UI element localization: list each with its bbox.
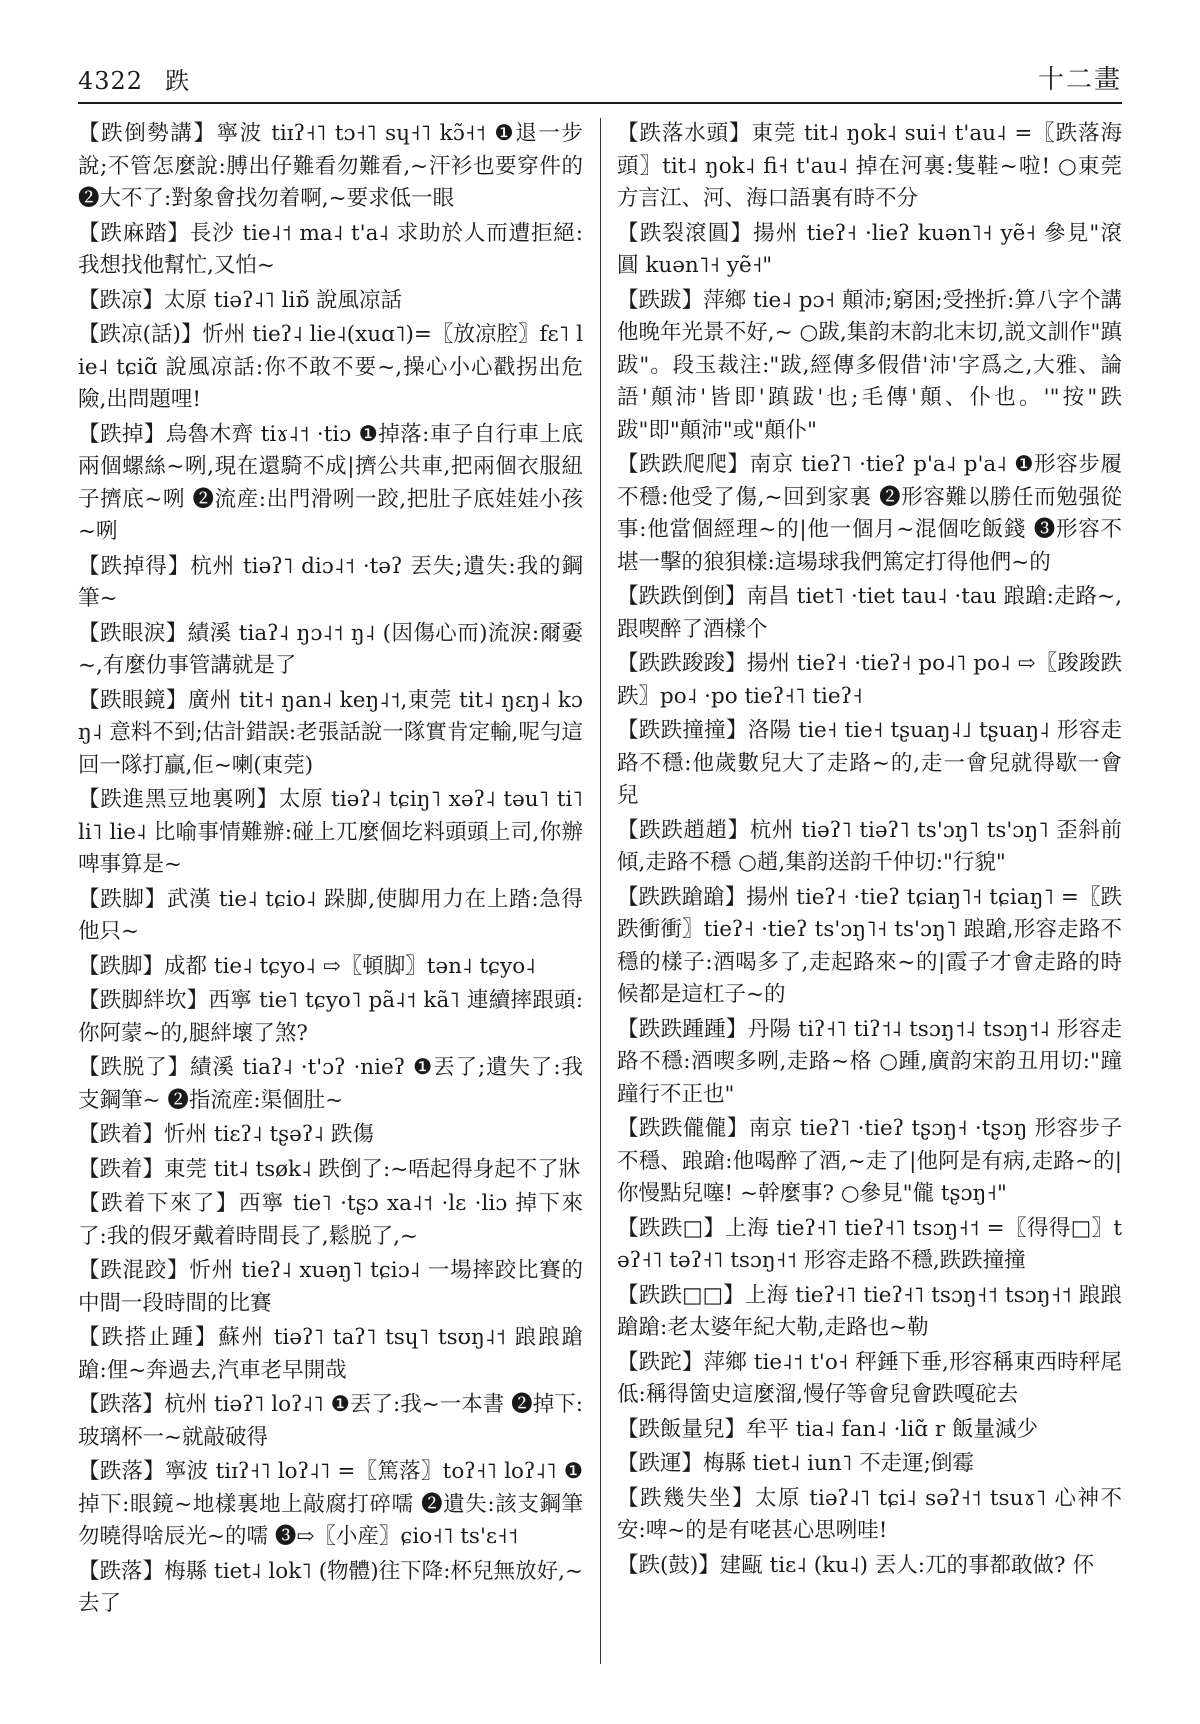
entry-headword: 【跌幾失坐】: [617, 1485, 755, 1511]
entry-definition: 牟平 tia˨ fan˨ ·liɑ̃ r 飯量減少: [746, 1416, 1038, 1442]
entry-definition: 績溪 tiaʔ˨ ŋɔ˨˦ ŋ˨ (因傷心而)流淚:爾嫑~,有麼仂事管講就是了: [78, 620, 583, 678]
entry-headword: 【跌脚絆坎】: [78, 988, 209, 1013]
entry-headword: 【跌(鼓)】: [617, 1552, 720, 1578]
entry-definition: 廣州 tit˧ ŋan˨ keŋ˨˦,東莞 tit˨ ŋɛŋ˨ kɔŋ˨ 意料不到;估計錯誤:老張話說一隊實肯定輸,呢勻這回一隊打贏,佢~喇(東莞): [78, 687, 583, 778]
dictionary-entry: [617, 1483, 1122, 1548]
entry-headword: 【跌着】: [78, 1122, 165, 1147]
entry-headword: 【跌脚】: [78, 886, 167, 912]
dictionary-entry: [78, 784, 583, 882]
dictionary-entry: [617, 285, 1122, 448]
head-character: 跌: [165, 67, 191, 95]
dictionary-entry: [617, 118, 1122, 216]
entry-definition: 忻州 tieʔ˨ lie˨(xuɑ˥)=〖放凉腔〗fɛ˥ lie˨ tɕiɑ̃ 說風凉話:你不敢不要~,操心小心戳拐出危險,出問題哩!: [78, 322, 583, 412]
entry-definition: 太原 tiəʔ˨˥ tɕi˨ səʔ˧˦ tsuɤ˥ 心神不安:啤~的是有咾甚心思咧哇!: [617, 1485, 1122, 1543]
entry-definition: 西寧 tie˥ ·tʂɔ xa˨˦ ·lɛ ·liɔ 掉下來了:我的假牙戴着時間長了,鬆脱了,~: [78, 1191, 583, 1249]
entry-headword: 【跌跎】: [617, 1349, 704, 1375]
entry-definition: 建甌 tiɛ˨ (ku˨) 丟人:兀的事都敢做? 伓: [719, 1552, 1094, 1578]
dictionary-entry: [617, 1550, 1122, 1583]
dictionary-entry: [78, 1456, 583, 1554]
entry-headword: 【跌落】: [78, 1558, 165, 1584]
entry-definition: 武漢 tie˨ tɕio˨ 跺脚,使脚用力在上踏:急得他只~: [78, 886, 583, 944]
entry-headword: 【跌掉得】: [78, 553, 191, 579]
entry-headword: 【跌麻踏】: [78, 220, 190, 246]
entry-definition: 成都 tie˨ tɕyo˨ ⇨〖頓脚〗tən˨ tɕyo˨: [164, 953, 536, 979]
entry-definition: 寧波 tiɪʔ˧˥ loʔ˨˥ =〖篤落〗toʔ˧˥ loʔ˨˥ ❶掉下:眼鏡~地樣裏地上敲腐打碎嚅 ❷遺失:該支鋼筆勿曉得啥辰光~的嚅 ❸⇨〖小産〗ɕio˧˥ ts'ɛ˧˦: [78, 1459, 583, 1549]
entry-headword: 【跌跌踆踆】: [617, 651, 747, 676]
dictionary-entry: [78, 1052, 583, 1117]
entry-definition: 太原 tiəʔ˨ tɕiŋ˥ xəʔ˨ təu˥ ti˥ li˥ lie˨ 比喻事情難辦:碰上兀麼個圪料頭頭上司,你辦啤事算是~: [78, 787, 583, 877]
dictionary-entry: [78, 1255, 583, 1320]
entry-headword: 【跌裂滾圓】: [617, 220, 754, 246]
column-divider: [600, 118, 601, 1664]
dictionary-entry: [617, 715, 1122, 813]
entry-headword: 【跌跌□】: [617, 1215, 726, 1241]
entry-definition: 東莞 tit˨ ŋok˨ sui˧ t'au˨ =〖跌落海頭〗tit˨ ŋok˨ fi˧ t'au˨ 掉在河裏:隻鞋~啦! ○東莞方言江、河、海口語裏有時不分: [617, 121, 1122, 211]
right-column: [617, 118, 1122, 1664]
entry-headword: 【跌飯量兒】: [617, 1416, 747, 1442]
entry-definition: 揚州 tieʔ˧ ·lieʔ kuən˥˧ yẽ˧ 參見"滾圓 kuən˥˧ yẽ˧": [617, 220, 1122, 278]
dictionary-entry: [78, 884, 583, 949]
entry-definition: 忻州 tieʔ˨ xuəŋ˥ tɕiɔ˨ 一場摔跤比賽的中間一段時間的比賽: [78, 1258, 583, 1316]
dictionary-entry: [617, 1213, 1122, 1278]
entry-headword: 【跌凉】: [78, 287, 165, 313]
entry-headword: 【跌跌撞撞】: [617, 718, 748, 743]
entry-headword: 【跌眼淚】: [78, 620, 188, 646]
entry-definition: 揚州 tieʔ˧ ·tieʔ tɕiaŋ˥˧ tɕiaŋ˥ =〖跌跌衝衝〗tieʔ˧ ·tieʔ ts'ɔŋ˥˧ ts'ɔŋ˥ 踉蹌,形容走路不穩的樣子:酒喝多了,走起路來~的|霞子才會走路的時候都是這杠子~的: [617, 884, 1122, 1007]
entry-definition: 蘇州 tiəʔ˥ taʔ˥ tsɥ˥ tsʊŋ˨˦ 踉踉蹌蹌:俚~奔過去,汽車老早開哉: [78, 1325, 583, 1383]
dictionary-entry: [78, 1556, 583, 1621]
entry-definition: 南昌 tiet˥ ·tiet tau˨ ·tau 踉蹌:走路~,跟喫醉了酒樣个: [617, 584, 1122, 642]
entry-headword: 【跌眼鏡】: [78, 687, 188, 713]
entry-definition: 西寧 tie˥ tɕyo˥ pã˨˦ kã˥ 連續摔跟頭:你阿蒙~的,腿絆壞了煞?: [78, 988, 583, 1046]
dictionary-entry: [617, 1448, 1122, 1481]
entry-definition: 太原 tiəʔ˨˥ liɒ̃ 說風凉話: [164, 287, 403, 313]
entry-headword: 【跌凉(話)】: [78, 322, 203, 347]
dictionary-entry: [78, 1322, 583, 1387]
entry-headword: 【跌跌□□】: [617, 1282, 745, 1308]
dictionary-entry: [617, 449, 1122, 579]
entry-headword: 【跌脱了】: [78, 1055, 191, 1080]
page-number: 4322: [78, 67, 144, 95]
dictionary-entry: [78, 685, 583, 783]
dictionary-entry: [78, 1119, 583, 1152]
entry-definition: 績溪 tiaʔ˨ ·t'ɔʔ ·nieʔ ❶丟了;遺失了:我支鋼筆~ ❷指流産:渠個肚~: [78, 1055, 583, 1113]
entry-definition: 長沙 tie˨˦ ma˨ t'a˨ 求助於人而遭拒絕:我想找他幫忙,又怕~: [78, 220, 583, 278]
entry-headword: 【跌落】: [78, 1459, 165, 1484]
entry-headword: 【跌落水頭】: [617, 121, 752, 146]
entry-definition: 東莞 tit˨ tsøk˨ 跌倒了:~唔起得身起不了牀: [164, 1156, 581, 1182]
dictionary-entry: [78, 285, 583, 318]
entry-definition: 丹陽 tiʔ˧˥ tiʔ˦˨ tsɔŋ˦˨ tsɔŋ˦˨ 形容走路不穩:酒喫多咧,走路~格 ○踵,廣韵宋韵丑用切:"蹱蹱行不正也": [617, 1016, 1122, 1107]
entry-headword: 【跌倒勢講】: [78, 121, 217, 146]
section-label: 十二畫: [1037, 65, 1122, 95]
dictionary-entry: [78, 985, 583, 1050]
entry-definition: 萍鄉 tie˨ pɔ˧ 顛沛;窮困;受挫折:算八字个講他晚年光景不好,~ ○跋,集韵末韵北末切,説文訓作"蹎跋"。段玉裁注:"跋,經傳多假借'沛'字爲之,大雅、論語'顛沛'皆即'蹎跋'也;毛傳'顛、仆也。'"按"跌跋"即"顛沛"或"顛仆": [617, 287, 1122, 443]
dictionary-entry: [78, 419, 583, 549]
entry-headword: 【跌運】: [617, 1451, 704, 1476]
entry-definition: 杭州 tiəʔ˥ tiəʔ˥ ts'ɔŋ˥ ts'ɔŋ˥ 歪斜前傾,走路不穩 ○趙,集韵送韵千仲切:"行貌": [617, 817, 1122, 875]
entry-headword: 【跌跌倒倒】: [617, 584, 747, 609]
header-left: [78, 61, 212, 96]
entry-headword: 【跌進黑豆地裏咧】: [78, 787, 279, 812]
dictionary-entry: [617, 882, 1122, 1012]
dictionary-entry: [617, 581, 1122, 646]
dictionary-entry: [78, 1389, 583, 1454]
page-header: [78, 56, 1122, 104]
entry-headword: 【跌混跤】: [78, 1258, 190, 1283]
dictionary-entry: [617, 648, 1122, 713]
entry-headword: 【跌着下來了】: [78, 1191, 239, 1216]
dictionary-entry: [78, 118, 583, 216]
entry-headword: 【跌落】: [78, 1392, 165, 1417]
entry-definition: 杭州 tiəʔ˥ diɔ˨˦ ·təʔ 丟失;遺失:我的鋼筆~: [78, 553, 583, 611]
dictionary-entry: [617, 1280, 1122, 1345]
dictionary-entry: [78, 1154, 583, 1187]
dictionary-entry: [78, 1188, 583, 1253]
entry-definition: 洛陽 tie˧ tie˧ tʂuaŋ˨˩ tʂuaŋ˨ 形容走路不穩:他歲數兒大了走路~的,走一會兒就得歇一會兒: [617, 718, 1122, 808]
entry-definition: 梅縣 tiet˨ lok˥ (物體)往下降:杯兒無放好,~去了: [78, 1558, 583, 1616]
entry-headword: 【跌跌蹌蹌】: [617, 884, 747, 910]
entry-definition: 忻州 tiɛʔ˨ tʂəʔ˨ 跌傷: [164, 1122, 374, 1147]
entry-definition: 萍鄉 tie˨˦ t'o˧ 秤錘下垂,形容稱東西時秤尾低:稱得箇史這麼溜,慢仔等會兒會跌嘎砣去: [617, 1349, 1122, 1407]
dictionary-entry: [78, 319, 583, 417]
entry-headword: 【跌跌爬爬】: [617, 452, 750, 477]
entry-headword: 【跌跌踵踵】: [617, 1016, 748, 1042]
entry-headword: 【跌掉】: [78, 421, 166, 447]
dictionary-entry: [617, 1347, 1122, 1412]
dictionary-entry: [617, 218, 1122, 283]
entry-headword: 【跌脚】: [78, 953, 165, 979]
entry-definition: 上海 tieʔ˧˥ tieʔ˧˥ tsɔŋ˧˦ =〖得得□〗təʔ˧˥ təʔ˧˥ tsɔŋ˧˦ 形容走路不穩,跌跌撞撞: [617, 1215, 1122, 1273]
dictionary-entry: [78, 551, 583, 616]
dictionary-entry: [617, 815, 1122, 880]
dictionary-entry: [78, 951, 583, 984]
dictionary-entry: [78, 618, 583, 683]
entry-headword: 【跌搭止踵】: [78, 1325, 219, 1350]
entry-definition: 梅縣 tiet˨ iun˥ 不走運;倒霉: [703, 1451, 974, 1476]
entry-definition: 揚州 tieʔ˧ ·tieʔ˧ po˨˥ po˨ ⇨〖踆踆跌跌〗po˨ ·po tieʔ˧˥ tieʔ˧: [617, 651, 1122, 709]
entry-headword: 【跌着】: [78, 1156, 165, 1182]
entry-definition: 上海 tieʔ˧˥ tieʔ˧˥ tsɔŋ˧˦ tsɔŋ˧˦ 踉踉蹌蹌:老太婆年紀大勒,走路也~勒: [617, 1282, 1122, 1340]
entry-headword: 【跌跌儱儱】: [617, 1116, 749, 1141]
entry-definition: 烏魯木齊 tiɤ˨˦ ·tiɔ ❶掉落:車子自行車上底兩個螺絲~咧,現在還騎不成|擠公共車,把兩個衣服紐子擠底~咧 ❷流産:出門滑咧一跤,把肚子底娃娃小孩~咧: [78, 421, 583, 544]
entry-definition: 南京 tieʔ˥ ·tieʔ p'a˨ p'a˨ ❶形容步履不穩:他受了傷,~回到家裏 ❷形容難以勝任而勉强從事:他當個經理~的|他一個月~混個吃飯錢 ❸形容不堪一擊的狼狽樣:這場球我們篤定打得他們~的: [617, 452, 1122, 575]
dictionary-entry: [617, 1014, 1122, 1112]
dictionary-entry: [617, 1414, 1122, 1447]
entry-headword: 【跌跌趙趙】: [617, 817, 750, 843]
entry-definition: 寧波 tiɪʔ˧˥ tɔ˧˥ sɥ˧˥ kɔ̃˧˦ ❶退一步說;不管怎麼說:膊出仔難看勿難看,~汗衫也要穿件的 ❷大不了:對象會找勿着啊,~要求低一眼: [78, 121, 583, 211]
left-column: [78, 118, 583, 1664]
entry-headword: 【跌跋】: [617, 287, 704, 313]
entry-definition: 杭州 tiəʔ˥ loʔ˨˥ ❶丟了:我~一本書 ❷掉下:玻璃杯一~就敲破得: [78, 1392, 583, 1450]
entry-definition: 南京 tieʔ˥ ·tieʔ tʂɔŋ˧ ·tʂɔŋ 形容步子不穩、踉蹌:他喝醉了酒,~走了|他阿是有病,走路~的|你慢點兒噻! ~幹麼事? ○參見"儱 tʂɔŋ˧": [617, 1116, 1122, 1206]
dictionary-entry: [78, 218, 583, 283]
dictionary-entry: [617, 1113, 1122, 1211]
